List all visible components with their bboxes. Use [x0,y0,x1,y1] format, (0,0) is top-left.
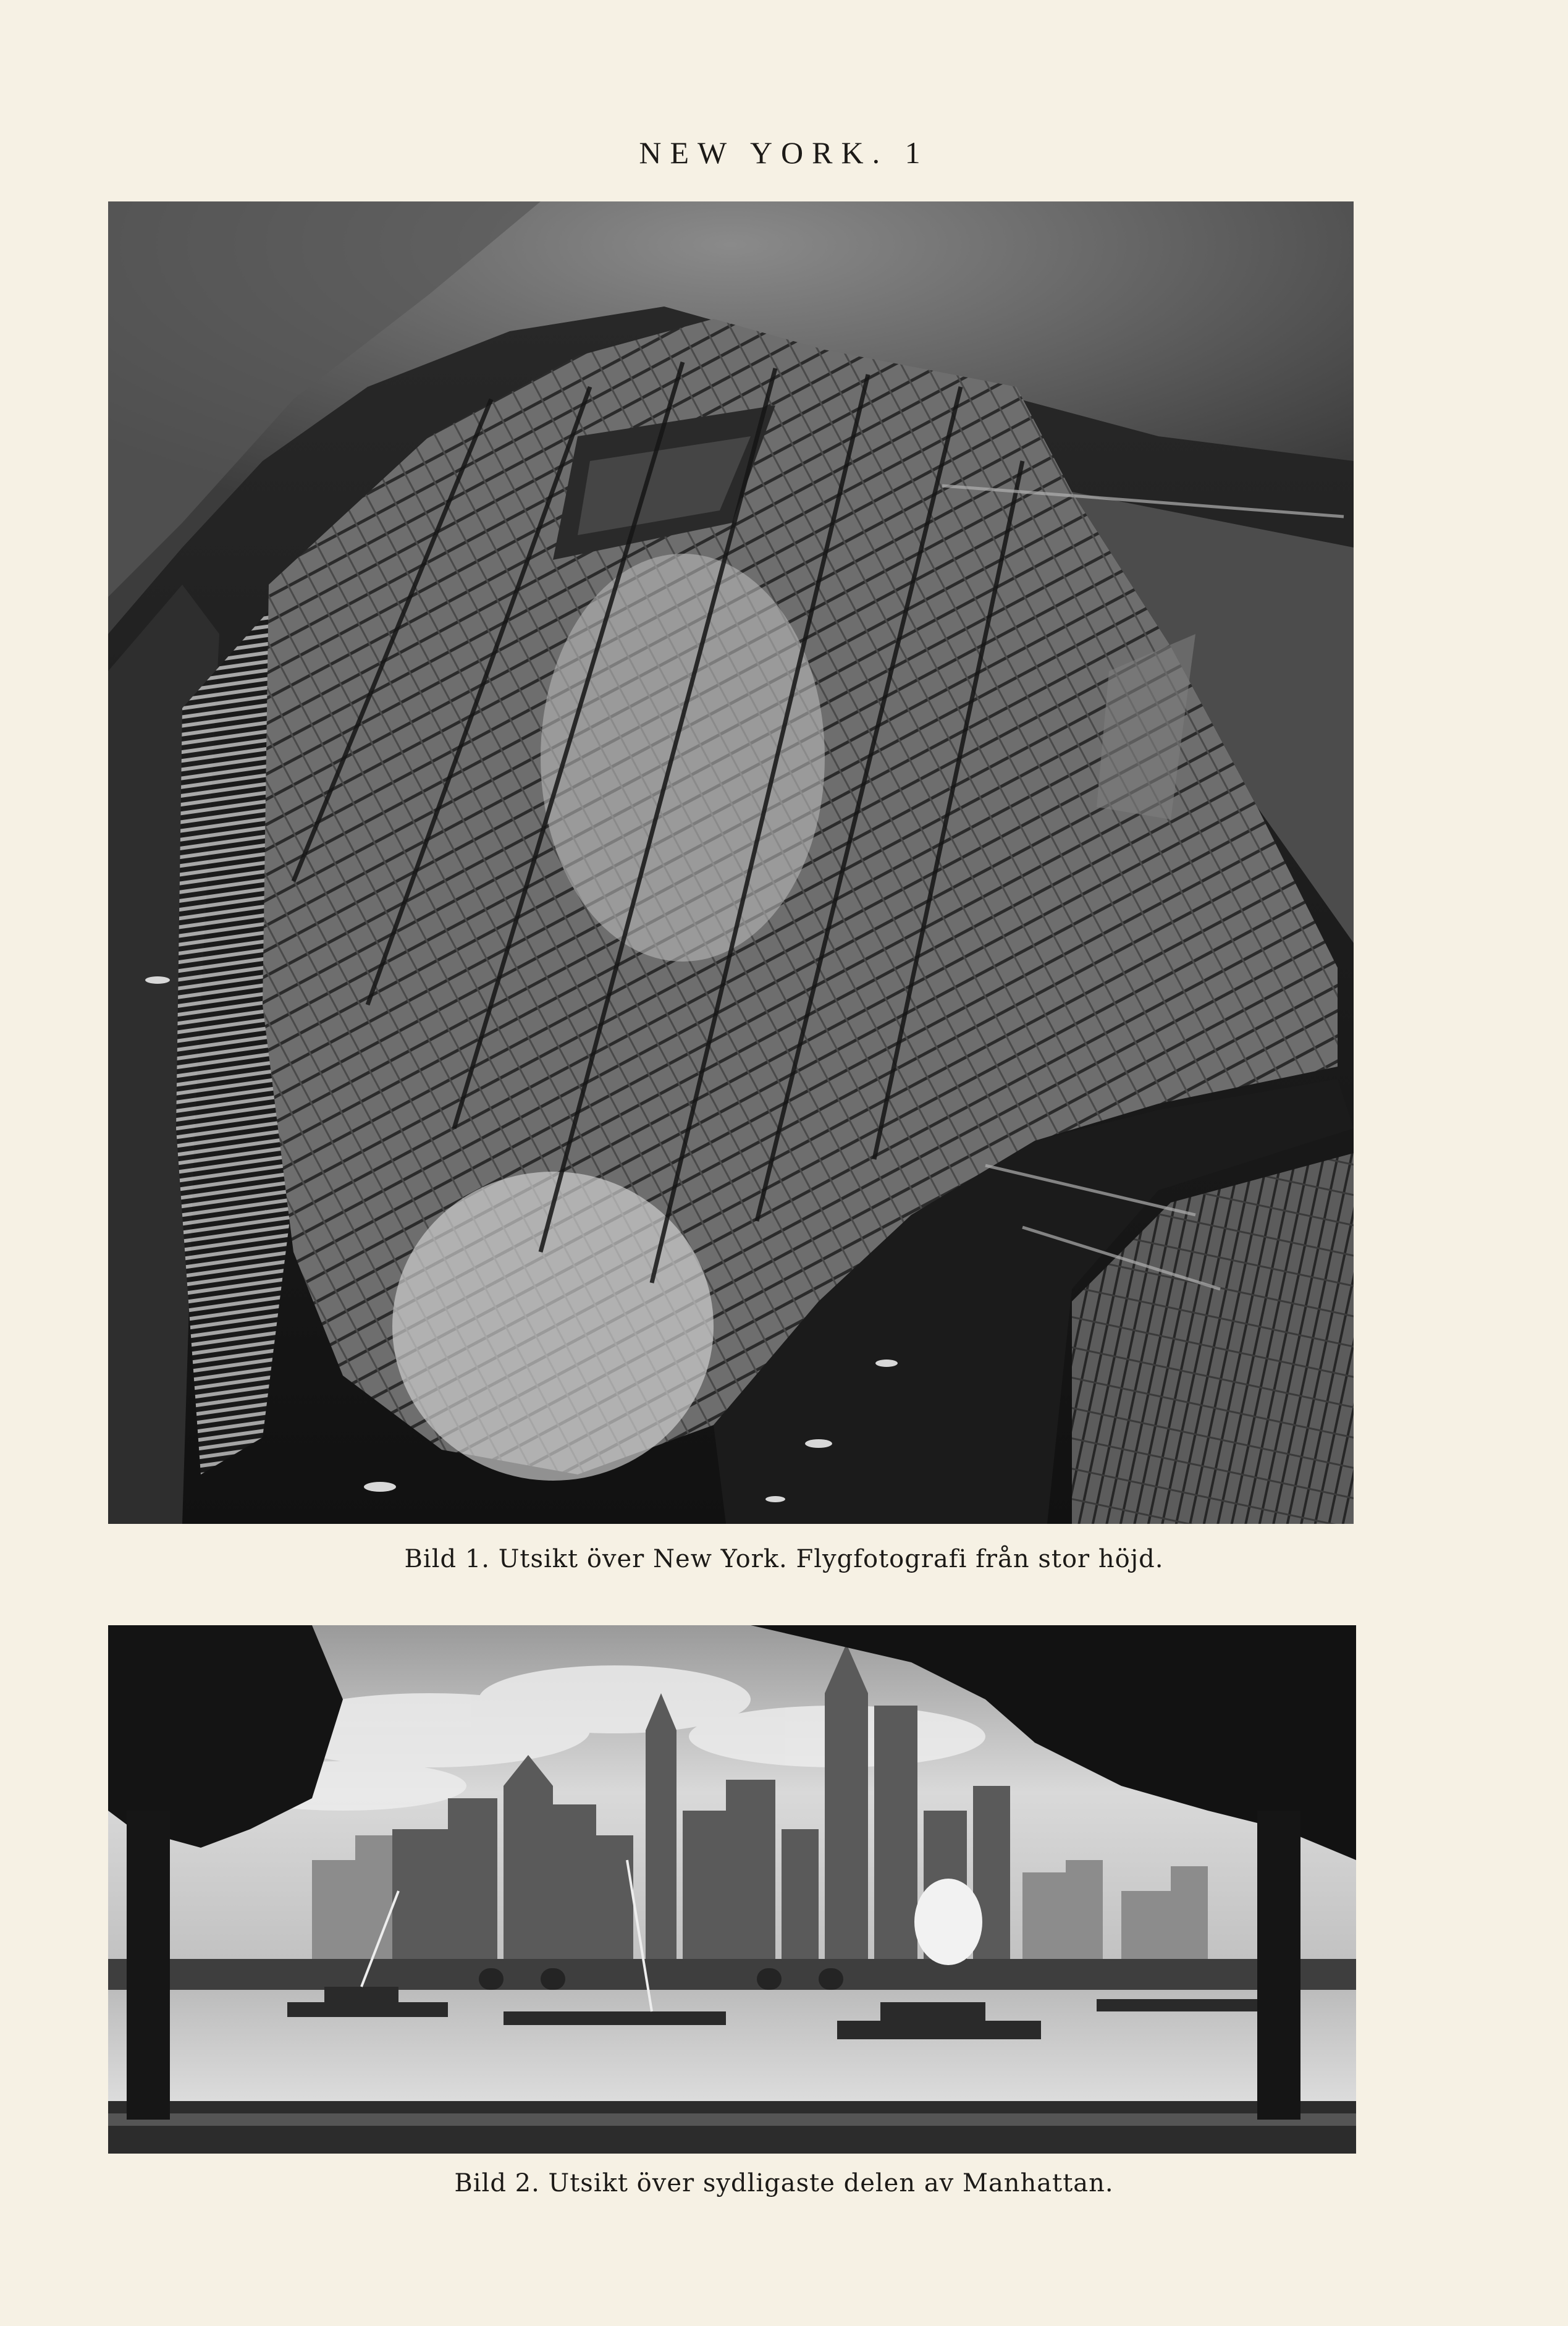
page-heading: NEW YORK. 1 [639,135,929,170]
skyline-photograph [108,1625,1356,2154]
figure-caption-2: Bild 2. Utsikt över sydligaste delen av Manhattan. [454,2169,1114,2197]
figure-caption-1: Bild 1. Utsikt över New York. Flygfotografi från stor höjd. [404,1545,1164,1573]
aerial-photograph [108,201,1354,1524]
